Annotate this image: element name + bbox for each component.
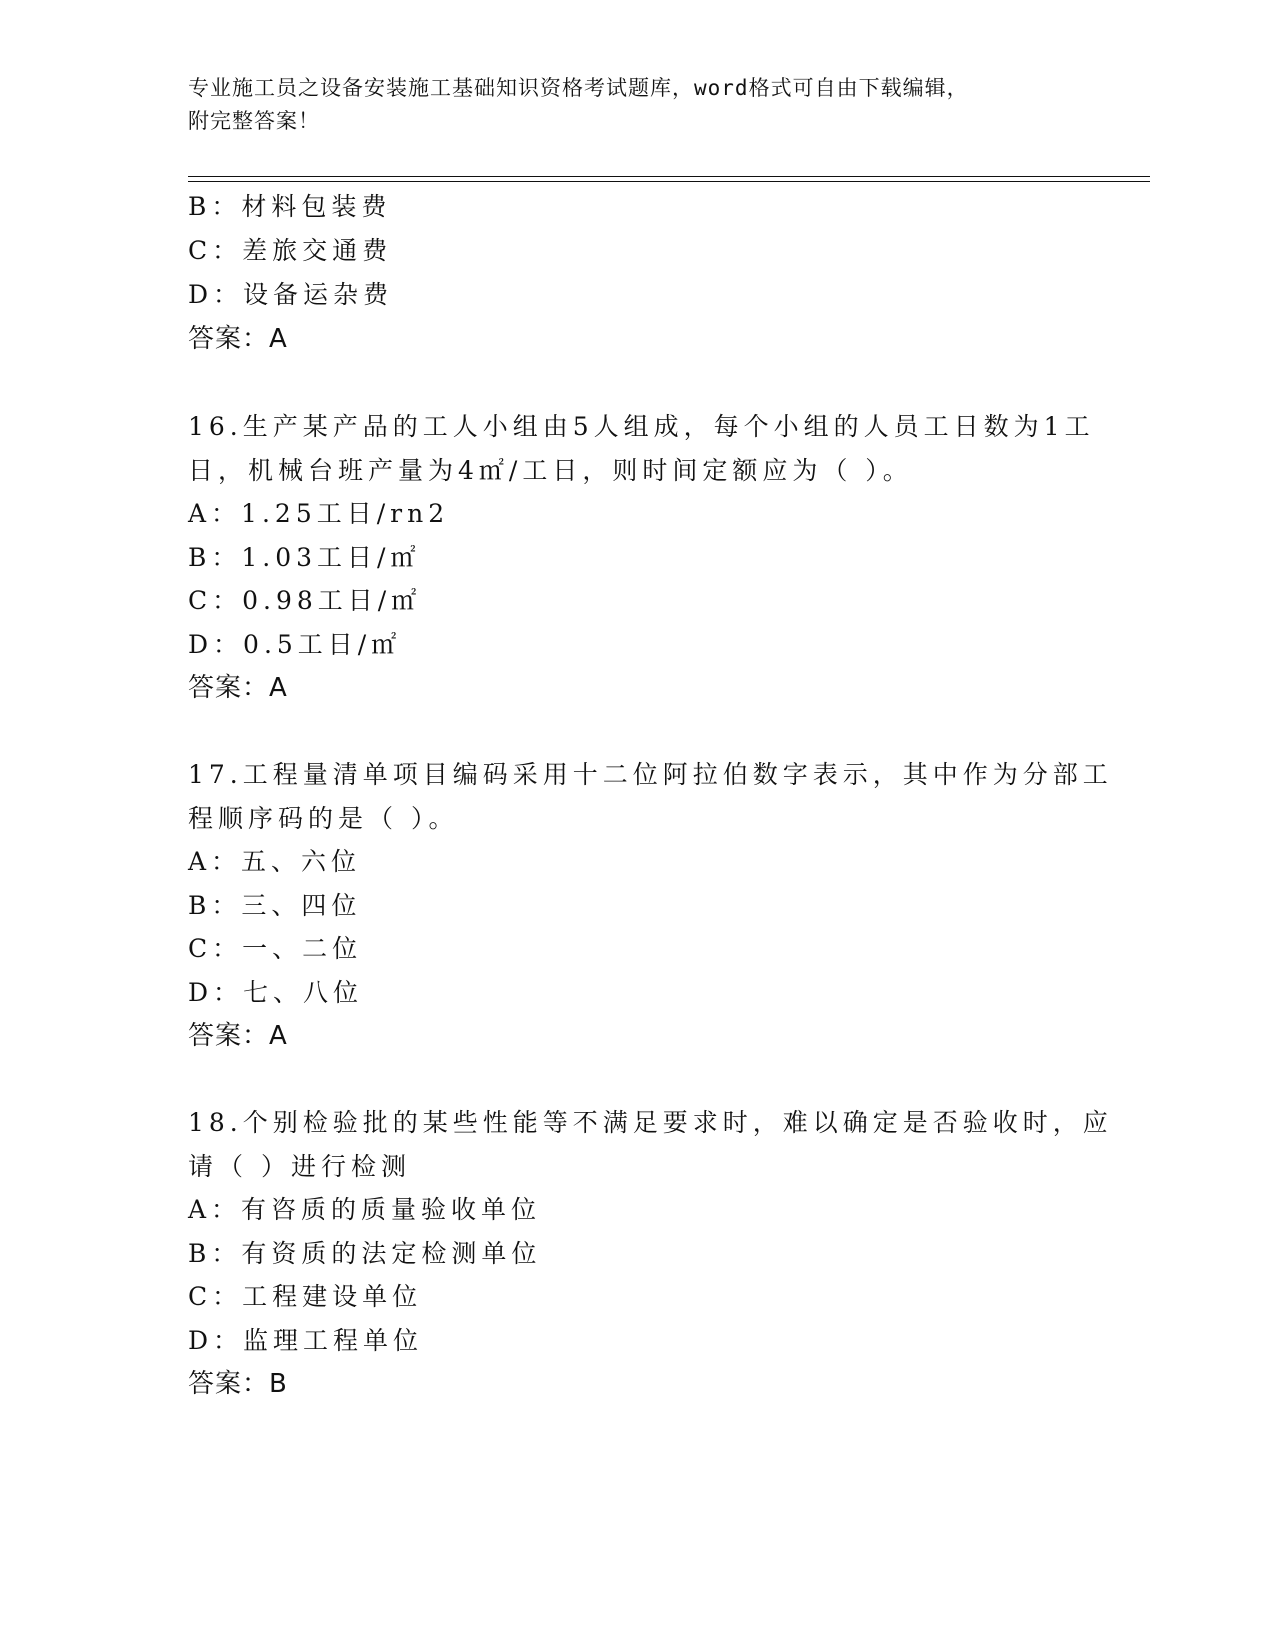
question-18-option-d: D：监理工程单位 — [188, 1326, 424, 1355]
question-16-option-b: B：1.03工日/㎡ — [188, 543, 421, 572]
question-16-stem-line-2: 日，机械台班产量为4㎡/工日，则时间定额应为（ ）。 — [188, 456, 913, 485]
question-17-option-a: A：五、六位 — [188, 847, 362, 876]
answer-line: 答案：A — [188, 324, 288, 354]
question-17-stem-line-1: 17.工程量清单项目编码采用十二位阿拉伯数字表示，其中作为分部工 — [188, 760, 1113, 789]
question-16-option-a: A：1.25工日/rn2 — [188, 499, 450, 528]
question-18-option-c: C：工程建设单位 — [188, 1282, 423, 1311]
question-17-stem-line-2: 程顺序码的是（ ）。 — [188, 804, 459, 833]
option-d: D：设备运杂费 — [188, 280, 394, 309]
question-17-option-b: B：三、四位 — [188, 891, 362, 920]
question-18-option-a: A：有咨质的质量验收单位 — [188, 1195, 542, 1224]
question-17-option-c: C：一、二位 — [188, 934, 363, 963]
document-header — [188, 72, 1088, 138]
header-divider-bottom — [188, 181, 1150, 182]
question-18-option-b: B：有资质的法定检测单位 — [188, 1239, 542, 1268]
question-16-option-d: D：0.5工日/㎡ — [188, 630, 402, 659]
question-17-option-d: D：七、八位 — [188, 978, 364, 1007]
option-c: C：差旅交通费 — [188, 236, 393, 265]
question-16-option-c: C：0.98工日/㎡ — [188, 586, 422, 615]
header-divider-top — [188, 176, 1150, 177]
header-line-2: 附完整答案！ — [188, 109, 320, 133]
option-b: B：材料包装费 — [188, 192, 392, 221]
question-18-answer: 答案：B — [188, 1369, 288, 1399]
question-17-answer: 答案：A — [188, 1021, 288, 1051]
question-16-answer: 答案：A — [188, 673, 288, 703]
question-16-stem-line-1: 16.生产某产品的工人小组由5人组成，每个小组的人员工日数为1工 — [188, 412, 1095, 441]
header-line-1: 专业施工员之设备安装施工基础知识资格考试题库，word格式可自由下载编辑， — [188, 76, 969, 100]
question-18-stem-line-2: 请（ ）进行检测 — [188, 1152, 411, 1181]
question-18-stem-line-1: 18.个别检验批的某些性能等不满足要求时，难以确定是否验收时，应 — [188, 1108, 1113, 1137]
